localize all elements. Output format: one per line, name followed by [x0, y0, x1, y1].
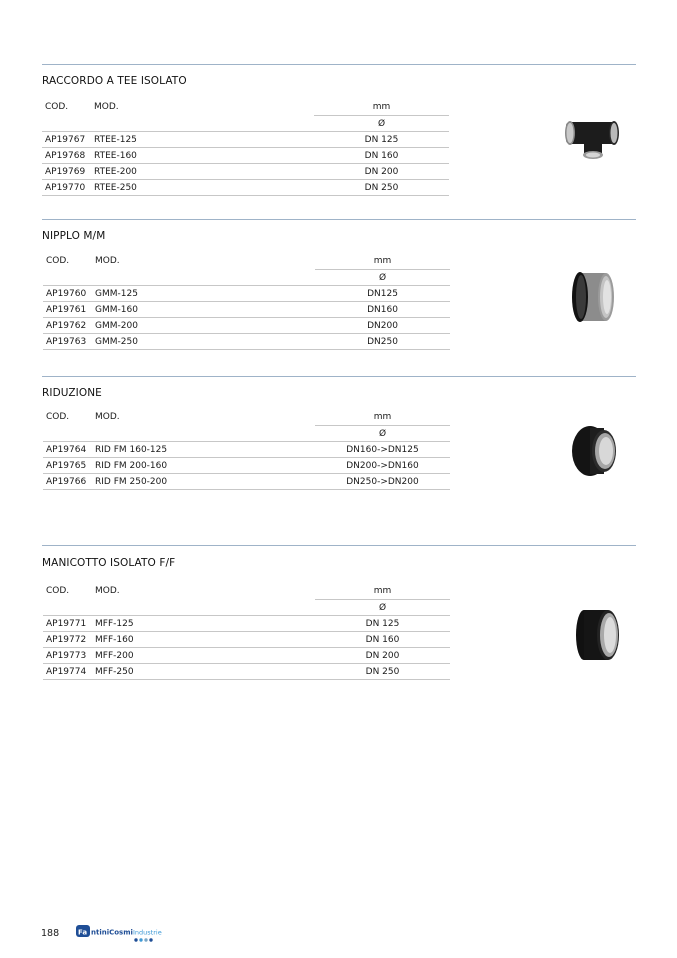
section-manicotto — [42, 545, 636, 685]
cell-cod: AP19764 — [43, 442, 95, 458]
cell-dim: DN 160 — [315, 632, 450, 648]
section-title: MANICOTTO ISOLATO F/F — [42, 557, 176, 569]
col-header-unit: mm — [372, 102, 391, 112]
table-row — [43, 318, 450, 334]
cell-cod: AP19761 — [43, 302, 95, 318]
col-header-diameter: Ø — [315, 600, 450, 616]
section-divider — [42, 376, 636, 377]
cell-cod: AP19769 — [42, 164, 94, 180]
section-divider — [42, 545, 636, 546]
cell-mod: RTEE-200 — [94, 164, 314, 180]
cell-cod: AP19765 — [43, 458, 95, 474]
reducer-fitting-image — [570, 424, 622, 478]
cell-mod: MFF-250 — [95, 664, 315, 680]
product-table — [43, 583, 450, 680]
cell-cod: AP19772 — [43, 632, 95, 648]
cell-dim: DN 160 — [314, 148, 449, 164]
col-header-diameter: Ø — [315, 270, 450, 286]
cell-mod: RTEE-125 — [94, 132, 314, 148]
section-title: RIDUZIONE — [42, 387, 102, 399]
col-header-cod: COD. — [46, 586, 70, 597]
cell-cod: AP19773 — [43, 648, 95, 664]
cell-mod: GMM-250 — [95, 334, 315, 350]
cell-dim: DN 200 — [315, 648, 450, 664]
cell-cod: AP19770 — [42, 180, 94, 196]
table-row — [43, 474, 450, 490]
table-row — [43, 334, 450, 350]
col-header-unit: mm — [373, 256, 392, 266]
section-divider — [42, 64, 636, 65]
brand-logo — [76, 924, 162, 948]
cell-mod: MFF-200 — [95, 648, 315, 664]
nipple-fitting-image — [570, 267, 618, 327]
table-row — [43, 286, 450, 302]
cell-mod: MFF-160 — [95, 632, 315, 648]
col-header-cod: COD. — [45, 102, 69, 113]
svg-text:Fa: Fa — [78, 928, 88, 937]
col-header-unit: mm — [373, 412, 392, 422]
section-title: RACCORDO A TEE ISOLATO — [42, 75, 187, 87]
cell-mod: MFF-125 — [95, 616, 315, 632]
cell-dim: DN200 — [315, 318, 450, 334]
cell-cod: AP19767 — [42, 132, 94, 148]
cell-mod: RTEE-160 — [94, 148, 314, 164]
cell-cod: AP19760 — [43, 286, 95, 302]
table-row — [43, 442, 450, 458]
col-header-diameter: Ø — [314, 116, 449, 132]
cell-cod: AP19774 — [43, 664, 95, 680]
cell-cod: AP19771 — [43, 616, 95, 632]
fantini-cosmi-logo-icon — [76, 924, 162, 944]
cell-cod: AP19768 — [42, 148, 94, 164]
table-row — [42, 132, 449, 148]
col-header-mod: MOD. — [95, 586, 120, 597]
table-row — [42, 148, 449, 164]
table-row — [43, 458, 450, 474]
cell-cod: AP19766 — [43, 474, 95, 490]
table-row — [43, 616, 450, 632]
cell-mod: GMM-200 — [95, 318, 315, 334]
product-table — [43, 253, 450, 350]
section-divider — [42, 219, 636, 220]
tee-fitting-image — [562, 114, 622, 166]
cell-mod: RTEE-250 — [94, 180, 314, 196]
product-table — [42, 99, 449, 196]
cell-dim: DN160 — [315, 302, 450, 318]
cell-dim: DN 200 — [314, 164, 449, 180]
table-row — [42, 164, 449, 180]
col-header-mod: MOD. — [95, 256, 120, 267]
svg-text:ntiniCosmi: ntiniCosmi — [91, 928, 133, 937]
table-row — [43, 648, 450, 664]
sleeve-fitting-image — [574, 607, 624, 663]
cell-dim: DN250 — [315, 334, 450, 350]
cell-cod: AP19762 — [43, 318, 95, 334]
cell-mod: GMM-125 — [95, 286, 315, 302]
cell-mod: RID FM 200-160 — [95, 458, 315, 474]
cell-dim: DN 125 — [315, 616, 450, 632]
cell-mod: RID FM 250-200 — [95, 474, 315, 490]
cell-dim: DN125 — [315, 286, 450, 302]
cell-dim: DN160->DN125 — [315, 442, 450, 458]
cell-cod: AP19763 — [43, 334, 95, 350]
svg-text:Industrie: Industrie — [133, 928, 162, 937]
section-title: NIPPLO M/M — [42, 230, 106, 242]
table-row — [43, 302, 450, 318]
col-header-cod: COD. — [46, 256, 70, 267]
table-row — [43, 632, 450, 648]
cell-dim: DN 250 — [314, 180, 449, 196]
cell-dim: DN 125 — [314, 132, 449, 148]
col-header-cod: COD. — [46, 412, 70, 423]
col-header-mod: MOD. — [95, 412, 120, 423]
section-raccordo-tee — [42, 64, 636, 204]
table-row — [42, 180, 449, 196]
col-header-mod: MOD. — [94, 102, 119, 113]
product-table — [43, 409, 450, 490]
cell-dim: DN250->DN200 — [315, 474, 450, 490]
col-header-diameter: Ø — [315, 426, 450, 442]
table-row — [43, 664, 450, 680]
col-header-unit: mm — [373, 586, 392, 596]
cell-dim: DN 250 — [315, 664, 450, 680]
section-riduzione — [42, 376, 636, 506]
cell-dim: DN200->DN160 — [315, 458, 450, 474]
cell-mod: RID FM 160-125 — [95, 442, 315, 458]
page-number: 188 — [41, 928, 60, 939]
section-nipplo — [42, 219, 636, 359]
cell-mod: GMM-160 — [95, 302, 315, 318]
